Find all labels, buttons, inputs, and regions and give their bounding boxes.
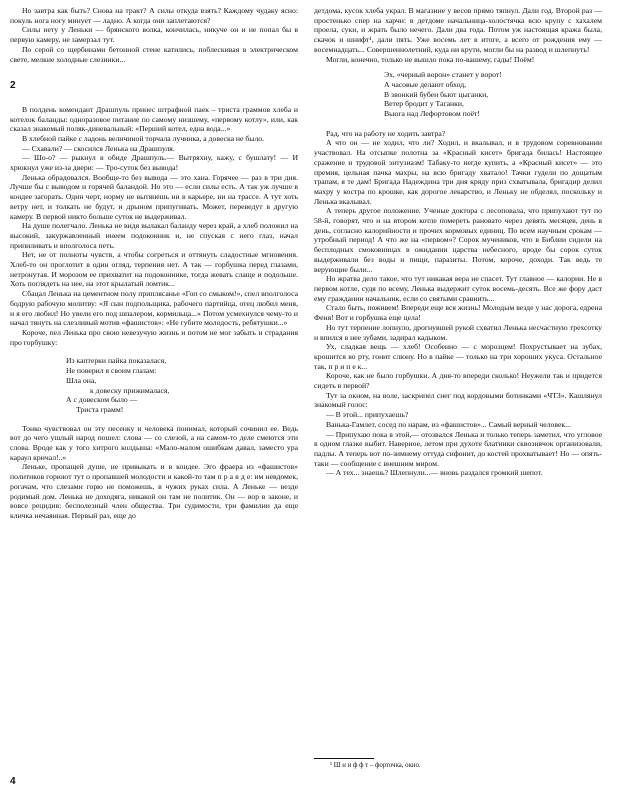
- paragraph: На душе полегчало. Ленька не видя вылакал баланду через край, а хлеб положил на высокий, закуржавленный инеем подоконник и, не спуская с него глаз, начал припиливать и вполголоса петь.: [10, 221, 298, 250]
- verse-line: Не поверил я своим глазам:: [66, 366, 157, 376]
- paragraph: — Припухаю пока в этой,— отозвался Ленька и только теперь заметил, что угловое в одном глазке выбит. Наверное, летом при духоте блатники сквознячок организовали, падлы. А теперь вот по-зимнему оттуда сифонит, до костей прохватывает! Но — опять-таки — сообщение с внешним миром.: [314, 429, 602, 468]
- footnote: ¹ Ш н и ф ф т – форточка, окно.: [330, 762, 421, 769]
- paragraph: Ух, сладкая вещь — хлеб! Особенно — с морозцем! Похрустывает на зубах, крошится во рту, гонит слюну. Но в пайке — только на три хороших укуса. Остальное так, п р и п е к...: [314, 342, 602, 371]
- verse-line: Ветер бродит у Таганки,: [384, 99, 464, 109]
- paragraph: Нет, не от полноты чувств, а чтобы согреться и оттянуть сладостные мгновения. Хлеб-то он проглотит в один огляд, терпения нет. А так — горбушка перед глазами, нетронутая. И морозом ее прихватит на подоконнике, тогда жевать слаще и подольше. Хоть поглядеть на нее, на этот крылатый ломтик...: [10, 250, 298, 289]
- paragraph: Леньке, пропащей душе, не привыкать и в кондее. Эго фраера из «фашистов» политиков горюют тут о пропавшей молодости и какой-то там п р а в д е: им невдомек, рогачам, что слезами горю не поможешь, в чужих руках сила. А Леньке — везде родимый дом. Ленька не доходяга, никакой он там не политик. Он — вор в законе, и вовсе рецидив: бесполезный член общества. Три судимости, три фамилии да еще кличка нечаянная. Первый раз, еще до: [10, 462, 298, 520]
- verse-line: Эх, «черный ворон» станет у ворот!: [384, 70, 502, 80]
- paragraph: Но тут терпение лопнуло, дрогнувшей рукой схватил Ленька несчастную трехсотку и впился в нее зубами, задирал кадыком.: [314, 322, 602, 342]
- paragraph: — Схавали? — скосился Ленька на Драшпуля.: [22, 143, 175, 153]
- paragraph: Тут за окном, на воле, заскрипел снег под кордовыми ботинками «ЧТЗ». Кашлянул знакомый голос:: [314, 390, 602, 410]
- paragraph: Тонко чувствовал он эту песенку и человека понимал, который сочинил ее. Ведь вот до чего ушлый народ пошел: слова — со слезой, а на самом-то деле смеются эти слова. Вроде как у того хитрого колдыша: «Мало-малом ошибкам давал, заместо ура караул кричал!..»: [10, 423, 298, 462]
- verse-line: к довеску прижималася,: [90, 385, 170, 395]
- paragraph: — А тех... знаешь? Шлепнули...— вновь раздался громкий шепот.: [326, 468, 543, 478]
- paragraph: В хлебной пайке с ладонь величиной торчала лучинка, а довеска не было.: [22, 133, 265, 143]
- verse-line: Триста грамм!: [76, 404, 124, 414]
- verse-line: Шла она,: [66, 375, 97, 385]
- right-column: [314, 6, 602, 478]
- section-number: 2: [10, 80, 16, 92]
- paragraph: Могли, конечно, только не вышло пока по-вашему, гады! Поём!: [326, 54, 535, 64]
- paragraph: Но завтра как быть? Снова на тракт? А силы откуда взять? Каждому чудаку ясно: покуль нога ногу минует — ладно. А когда они заплетаются?: [10, 6, 298, 25]
- paragraph: А теперь другое положение. Ученые доктора с лесоповала, что припухают тут по 58-й, говорят, что и на втором котле помереть рановато через девять месяцев, день в день, согласно калорийности и прочих кормовых единиц. По всем научным срокам —утробный период! А что же на «первом»? Сорок мучеников, что в Библии сидели на бесплодных смоковницах в ожидании царства небесного, вроде бы сорок суток выдерживали без воды и пищи, паразиты. Потом, короче, доходи. Так ведь те верующие были...: [314, 206, 602, 274]
- verse-line: А с довеском было —: [66, 395, 138, 405]
- paragraph: Силы нету у Леньки — брянского волка, кончилась, никуче он и не попал бы в первую камеру, не замерзал тут.: [10, 25, 298, 45]
- paragraph: Стало быть, поживем! Впереди еще вся жизнь! Молодым везде у нас дорога, едрена Феня! Вот и горбушка еще цела!: [314, 303, 602, 323]
- paragraph: — Шо-о? — рыкнул в обиде Драшпуль.— Вытряхну, кажу, с бушлату! — И хрюкнул уже из-за двери: — Тро-суток без вывода!: [10, 153, 298, 173]
- paragraph: В полдень комендант Драшпуль принес штрафной паек – триста граммов хлеба и котелок баланды: одноразовое питание по самому низшему, «первому котлу», или, как сказал знакомый поляк-диневальный: «Перший котел, една вода...»: [10, 104, 298, 134]
- verse-line: В звонкий бубен бьют цыганки,: [384, 89, 489, 99]
- verse-line: А часовые делают обход,: [384, 79, 467, 89]
- verse-line: Вьюга над Лефортовом поёт!: [384, 109, 480, 119]
- paragraph: Короче, пел Ленька про свою невезучую жизнь и потом не мог забыть и страдания про горбушку:: [10, 327, 298, 347]
- song-verse: [384, 70, 602, 119]
- left-column: [10, 6, 298, 521]
- paragraph: Короче, как не было горбушки. А дня-то впереди сколько! Неужели так и придется сидеть в первой?: [314, 371, 602, 391]
- paragraph: Рад, что на работу не ходить завтра?: [326, 128, 446, 138]
- paragraph: — В этой... припухаешь?: [326, 410, 409, 420]
- paragraph: Но жратва дело такое, что тут никакая вера не спасет. Тут главное — калории. Не в первом котле, судя по всему, Ленька выдержит суток восемь-десять. Все же фору даст ему гражданин начальник, если со святыми сравнить...: [314, 274, 602, 303]
- paragraph: Ванька-Гамлет, сосед по нарам, из «фашистов»... Самый верный человек...: [326, 419, 571, 429]
- paragraph: Ленька обрадовался. Вообще-то без вывода — это хана. Горячее — раз в три дня. Лучше бы с выводом и горячей баландой. Но это — если силы есть. А так уж лучше в кондее загорать. Один черт, норму не вытянешь ни в карьере, ни на трассе. А тут хоть ветру нет, и толкать не будут, и дрыном припугивать. Может, переведут в другую камеру. В первой никто больше суток не выдерживал.: [10, 172, 298, 221]
- paragraph: А что он — не ходил, что ли? Ходил, и вкалывал, и в трудовом соревновании участвовал. На отсыпке полотна за «Красный кисет» бригада билась! Настоящее сражение и трудовой энтузиазм! Табаку-то негде купить, а «Красный кисет» — это премия, цельная пачка махры, на всю бригаду хватало! Тачки гудели по дощатым трапам, я те дам! Бригада Надеждина три дня кряду приз схватывала, бригадир делил махру у костра по крошке, как дорогое лекарство, и Леньку не обделял, поскольку и Ленька вкалывал.: [314, 138, 602, 206]
- paragraph: детдома, кусок хлеба украл. В магазине у весов прямо тяпнул. Дали год. Второй раз — простенько спер на харчи: в детдоме начальница-холостячка всю крупу с хахалем проела, суки, и жрать было нечего. Дали два года. Потом уж настоящая кража была, скачок и шнифт¹, дали пять. Уже восемь лет в итоге, а всего от рождения ему — восемнадцать... Совершеннолетний, куда ни крути, могли бы на развод и шлепнуть!: [314, 6, 602, 54]
- paragraph: По серой со щербинами бетонной стене катились, поблескивая в электрическом свете, мелкие холодные слезинки...: [10, 44, 298, 64]
- paragraph: Сбацал Ленька на цементном полу приплясанье «Гоп со смыком!», спел вполголоса бодрую рабочую молитву: «Я сын подпольщика, рабочего партийца, отец любил меня, и я его любил! Но увели его под шпалером, кормильца...» Потом усмехнулся чему-то и начал тянуть на слезливый мотив «фашистов»: «Не губите молодость, ребятушки...»: [10, 289, 298, 328]
- verse-line: Из каптерки пайка показалася,: [66, 356, 167, 366]
- song-verse: [66, 356, 298, 414]
- footnote-rule: [314, 758, 374, 759]
- page-number: 4: [10, 776, 16, 787]
